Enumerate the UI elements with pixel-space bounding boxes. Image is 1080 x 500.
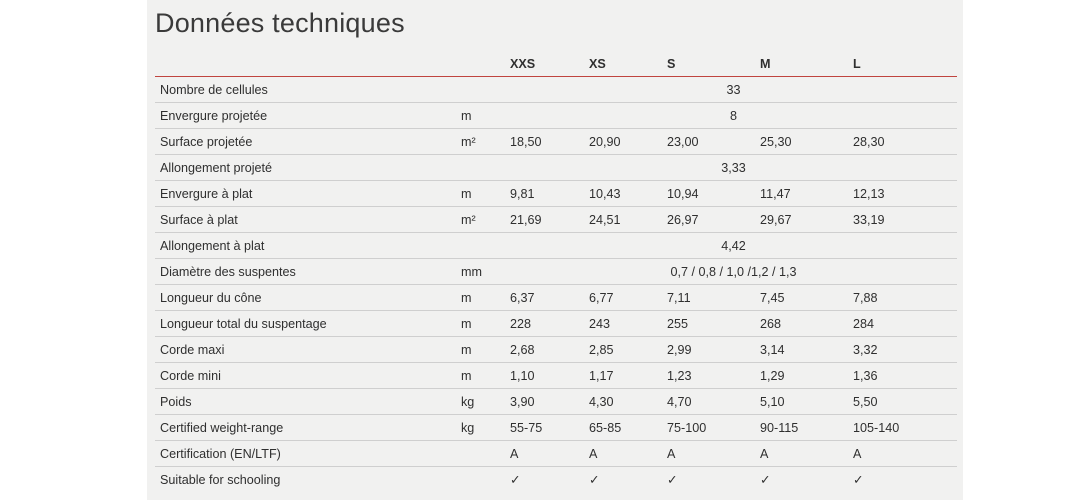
value-cell-l: A bbox=[853, 441, 957, 467]
value-cell-m: 11,47 bbox=[760, 181, 853, 207]
row-label: Suitable for schooling bbox=[160, 472, 281, 487]
header-label-cell bbox=[155, 52, 461, 77]
value-cell-s: 23,00 bbox=[667, 129, 760, 155]
value-cell-xs: 20,90 bbox=[589, 129, 667, 155]
table-row bbox=[155, 233, 957, 259]
value-cell-m: A bbox=[760, 441, 853, 467]
row-label: Allongement à plat bbox=[155, 233, 461, 259]
row-label: Surface à plat bbox=[155, 207, 461, 233]
column-header-xxs: XXS bbox=[510, 52, 589, 77]
value-cell-xxs: 6,37 bbox=[510, 285, 589, 311]
row-label: Envergure projetée bbox=[155, 103, 461, 129]
value-cell-l: 33,19 bbox=[853, 207, 957, 233]
row-label: Certification (EN/LTF) bbox=[155, 441, 461, 467]
value-cell-l: 5,50 bbox=[853, 389, 957, 415]
table-row bbox=[155, 363, 957, 389]
value-cell-l: 105-140 bbox=[853, 415, 957, 441]
row-label: Longueur du cône bbox=[155, 285, 461, 311]
value-cell-m: 3,14 bbox=[760, 337, 853, 363]
value-cell-l: 284 bbox=[853, 311, 957, 337]
row-unit: m bbox=[461, 311, 510, 337]
value-cell-xs: A bbox=[589, 441, 667, 467]
merged-value: 8 bbox=[729, 108, 737, 123]
table-row bbox=[155, 181, 957, 207]
value-cell-xxs: 1,10 bbox=[510, 363, 589, 389]
value-cell-l: ✓ bbox=[853, 473, 864, 487]
row-unit: kg bbox=[461, 415, 510, 441]
table-header-row bbox=[155, 52, 957, 77]
table-row bbox=[155, 77, 957, 103]
value-cell-xs: 6,77 bbox=[589, 285, 667, 311]
row-unit: m bbox=[461, 337, 510, 363]
merged-value: 4,42 bbox=[721, 238, 746, 253]
column-header-m: M bbox=[760, 52, 853, 77]
value-cell-xxs: ✓ bbox=[510, 473, 521, 487]
row-unit: m bbox=[461, 181, 510, 207]
value-cell-s: 10,94 bbox=[667, 181, 760, 207]
column-header-s: S bbox=[667, 52, 760, 77]
table-row bbox=[155, 311, 957, 337]
merged-value-cell bbox=[510, 155, 957, 181]
value-cell-s: ✓ bbox=[667, 473, 678, 487]
row-unit: m bbox=[461, 285, 510, 311]
row-label: Diamètre des suspentes bbox=[155, 259, 461, 285]
table-row bbox=[155, 129, 957, 155]
value-cell-m: ✓ bbox=[760, 473, 771, 487]
table-row bbox=[155, 285, 957, 311]
value-cell-xxs: A bbox=[510, 441, 589, 467]
row-label: Poids bbox=[155, 389, 461, 415]
merged-value: 33 bbox=[726, 82, 741, 97]
row-unit bbox=[461, 441, 510, 467]
spec-table-body bbox=[155, 77, 957, 493]
merged-value: 0,7 / 0,8 / 1,0 /1,2 / 1,3 bbox=[670, 264, 797, 279]
value-cell-xs: 24,51 bbox=[589, 207, 667, 233]
row-unit bbox=[461, 233, 510, 259]
value-cell-s: A bbox=[667, 441, 760, 467]
value-cell-xxs: 55-75 bbox=[510, 415, 589, 441]
value-cell-s: 1,23 bbox=[667, 363, 760, 389]
value-cell-s: 2,99 bbox=[667, 337, 760, 363]
value-cell-xxs: 228 bbox=[510, 311, 589, 337]
value-cell-m: 5,10 bbox=[760, 389, 853, 415]
value-cell-m: 268 bbox=[760, 311, 853, 337]
table-row bbox=[155, 259, 957, 285]
value-cell-s: 75-100 bbox=[667, 415, 760, 441]
spec-table bbox=[155, 52, 957, 492]
value-cell-xs: ✓ bbox=[589, 473, 600, 487]
row-label: Allongement projeté bbox=[155, 155, 461, 181]
row-label: Longueur total du suspentage bbox=[155, 311, 461, 337]
value-cell-xxs: 3,90 bbox=[510, 389, 589, 415]
merged-value: 3,33 bbox=[721, 160, 746, 175]
page-title: Données techniques bbox=[155, 8, 405, 38]
merged-value-cell bbox=[510, 259, 957, 285]
row-unit: m bbox=[461, 363, 510, 389]
column-header-l: L bbox=[853, 52, 957, 77]
value-cell-xs: 65-85 bbox=[589, 415, 667, 441]
table-row bbox=[155, 441, 957, 467]
row-unit bbox=[461, 77, 510, 103]
value-cell-l: 12,13 bbox=[853, 181, 957, 207]
value-cell-m: 29,67 bbox=[760, 207, 853, 233]
value-cell-s: 7,11 bbox=[667, 285, 760, 311]
value-cell-xxs: 18,50 bbox=[510, 129, 589, 155]
table-row bbox=[155, 415, 957, 441]
merged-value-cell bbox=[510, 77, 957, 103]
value-cell-l: 28,30 bbox=[853, 129, 957, 155]
row-unit: m bbox=[461, 103, 510, 129]
row-label: Nombre de cellules bbox=[155, 77, 461, 103]
table-row bbox=[155, 103, 957, 129]
value-cell-m: 25,30 bbox=[760, 129, 853, 155]
header-unit-cell bbox=[461, 52, 510, 77]
table-row bbox=[155, 337, 957, 363]
row-label: Surface projetée bbox=[155, 129, 461, 155]
value-cell-l: 3,32 bbox=[853, 337, 957, 363]
row-label: Certified weight-range bbox=[155, 415, 461, 441]
value-cell-s: 4,70 bbox=[667, 389, 760, 415]
table-row bbox=[155, 207, 957, 233]
row-label: Corde mini bbox=[155, 363, 461, 389]
value-cell-xs: 1,17 bbox=[589, 363, 667, 389]
value-cell-xs: 243 bbox=[589, 311, 667, 337]
value-cell-l: 7,88 bbox=[853, 285, 957, 311]
value-cell-m: 1,29 bbox=[760, 363, 853, 389]
table-row bbox=[155, 155, 957, 181]
row-unit: kg bbox=[461, 389, 510, 415]
row-unit bbox=[461, 467, 510, 493]
value-cell-xxs: 9,81 bbox=[510, 181, 589, 207]
row-unit: m² bbox=[461, 207, 510, 233]
row-label: Corde maxi bbox=[155, 337, 461, 363]
value-cell-s: 255 bbox=[667, 311, 760, 337]
merged-value-cell bbox=[510, 103, 957, 129]
row-unit: mm bbox=[461, 259, 510, 285]
value-cell-xxs: 2,68 bbox=[510, 337, 589, 363]
value-cell-xs: 10,43 bbox=[589, 181, 667, 207]
value-cell-xs: 2,85 bbox=[589, 337, 667, 363]
column-header-xs: XS bbox=[589, 52, 667, 77]
table-row bbox=[155, 467, 957, 493]
spec-panel bbox=[147, 0, 963, 500]
value-cell-m: 7,45 bbox=[760, 285, 853, 311]
value-cell-m: 90-115 bbox=[760, 415, 853, 441]
value-cell-l: 1,36 bbox=[853, 363, 957, 389]
table-row bbox=[155, 389, 957, 415]
row-unit bbox=[461, 155, 510, 181]
row-unit: m² bbox=[461, 129, 510, 155]
row-label: Envergure à plat bbox=[155, 181, 461, 207]
value-cell-xxs: 21,69 bbox=[510, 207, 589, 233]
value-cell-xs: 4,30 bbox=[589, 389, 667, 415]
merged-value-cell bbox=[510, 233, 957, 259]
value-cell-s: 26,97 bbox=[667, 207, 760, 233]
